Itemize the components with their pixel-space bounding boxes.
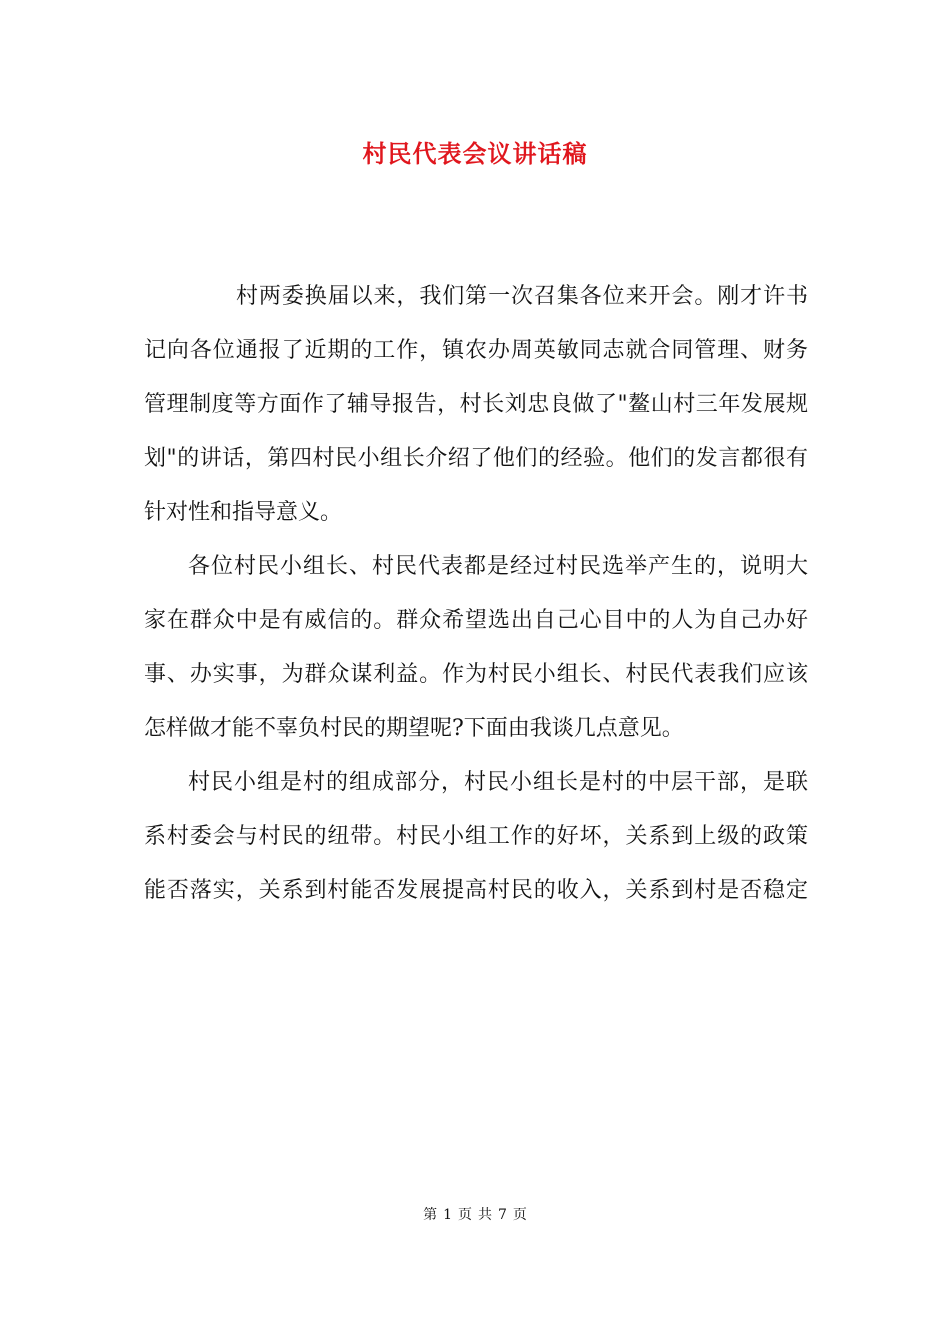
footer-page-word: 页 <box>458 1207 472 1223</box>
paragraph-2 <box>144 540 808 756</box>
paragraph-line: 家在群众中是有威信的。群众希望选出自己心目中的人为自己办好 <box>144 608 808 633</box>
footer-current-page: 1 <box>443 1207 452 1223</box>
document-body <box>144 270 808 918</box>
paragraph-line: 事、办实事，为群众谋利益。作为村民小组长、村民代表我们应该 <box>144 662 808 687</box>
paragraph-1 <box>144 270 808 540</box>
paragraph-line: 怎样做才能不辜负村民的期望呢?下面由我谈几点意见。 <box>144 716 684 741</box>
paragraph-line: 记向各位通报了近期的工作，镇农办周英敏同志就合同管理、财务 <box>144 338 808 363</box>
paragraph-line: 村两委换届以来，我们第一次召集各位来开会。刚才许书 <box>236 284 808 309</box>
paragraph-3 <box>144 756 808 918</box>
paragraph-line: 能否落实，关系到村能否发展提高村民的收入，关系到村是否稳定 <box>144 878 808 903</box>
footer-total-pages: 7 <box>498 1207 507 1223</box>
footer-page-prefix: 第 <box>423 1207 438 1223</box>
paragraph-line: 针对性和指导意义。 <box>144 500 343 525</box>
paragraph-line: 系村委会与村民的纽带。村民小组工作的好坏，关系到上级的政策 <box>144 824 808 849</box>
paragraph-line: 管理制度等方面作了辅导报告，村长刘忠良做了"鳌山村三年发展规 <box>144 392 808 417</box>
paragraph-line: 划"的讲话，第四村民小组长介绍了他们的经验。他们的发言都很有 <box>144 446 808 471</box>
footer-total-suffix: 页 <box>512 1207 527 1223</box>
page-footer <box>0 1205 950 1225</box>
paragraph-line: 村民小组是村的组成部分，村民小组长是村的中层干部，是联 <box>188 770 808 795</box>
paragraph-line: 各位村民小组长、村民代表都是经过村民选举产生的，说明大 <box>188 554 808 579</box>
document-title: 村民代表会议讲话稿 <box>362 139 588 168</box>
footer-total-prefix: 共 <box>478 1207 492 1223</box>
